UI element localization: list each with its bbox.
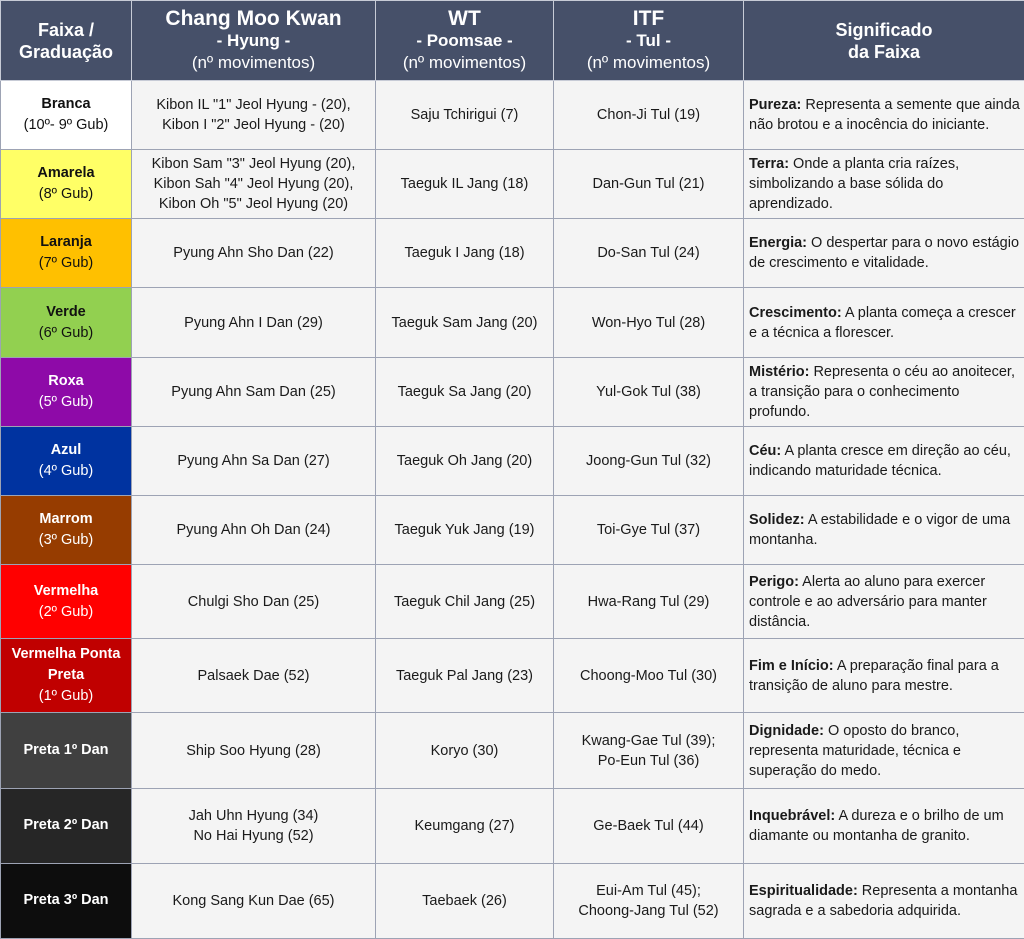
- header-wt-count: (nº movimentos): [402, 52, 527, 72]
- table-row: [1, 713, 1024, 788]
- wt-forms-cell: [376, 788, 554, 863]
- wt-forms-cell: [376, 150, 554, 219]
- meaning-text: Alerta ao aluno para exercer controle e ao adversário para manter distância.: [749, 573, 987, 630]
- chang-form-text: Palsaek Dae (52): [197, 667, 310, 684]
- itf-form-text: Po-Eun Tul (36): [597, 752, 700, 769]
- belt-cell: [1, 426, 132, 495]
- belt-cell: [1, 713, 132, 788]
- header-meaning: [744, 1, 1024, 81]
- itf-forms-cell: [554, 639, 744, 713]
- itf-form-text: Joong-Gun Tul (32): [586, 452, 711, 469]
- wt-forms-cell: [376, 81, 554, 150]
- chang-form-text: Kong Sang Kun Dae (65): [172, 892, 335, 909]
- chang-form-text: Chulgi Sho Dan (25): [187, 593, 320, 610]
- chang-form-text: Pyung Ahn Sa Dan (27): [177, 452, 330, 469]
- wt-forms-cell: [376, 639, 554, 713]
- header-belt: [1, 1, 132, 81]
- chang-forms-cell: [132, 863, 376, 938]
- chang-form-text: Jah Uhn Hyung (34): [188, 807, 319, 824]
- wt-forms-cell: [376, 426, 554, 495]
- belt-grade: (2º Gub): [38, 603, 94, 620]
- meaning-term: Fim e Início:: [749, 657, 834, 674]
- belt-name: Marrom: [39, 511, 93, 528]
- itf-form-text: Toi-Gye Tul (37): [596, 522, 701, 539]
- itf-form-text: Ge-Baek Tul (44): [593, 817, 704, 834]
- chang-form-text: Kibon IL "1" Jeol Hyung - (20),: [156, 97, 351, 114]
- belt-name: Verde: [46, 303, 86, 320]
- chang-forms-cell: [132, 788, 376, 863]
- meaning-text: Representa o céu ao anoitecer, a transição para o conhecimento profundo.: [749, 363, 1015, 420]
- itf-forms-cell: [554, 863, 744, 938]
- belt-cell: [1, 81, 132, 150]
- belt-name: Vermelha: [33, 582, 99, 599]
- header-meaning-line-1: Significado: [835, 19, 933, 40]
- itf-form-text: Eui-Am Tul (45);: [596, 882, 701, 899]
- belt-grade: (7º Gub): [38, 255, 94, 272]
- itf-forms-cell: [554, 495, 744, 564]
- meaning-cell: [744, 357, 1024, 426]
- header-wt-sub: - Poomsae -: [416, 30, 513, 50]
- chang-form-text: Pyung Ahn Sho Dan (22): [173, 245, 334, 262]
- header-chang-sub: - Hyung -: [216, 30, 291, 50]
- meaning-text: Representa a montanha sagrada e a sabedoria adquirida.: [749, 882, 1018, 919]
- chang-forms-cell: [132, 639, 376, 713]
- wt-form-text: Taeguk IL Jang (18): [400, 176, 529, 193]
- wt-form-text: Taeguk Sam Jang (20): [391, 314, 538, 331]
- meaning-term: Perigo:: [749, 573, 799, 590]
- meaning-term: Mistério:: [749, 363, 810, 380]
- chang-form-text: Ship Soo Hyung (28): [186, 742, 321, 759]
- table-row: [1, 788, 1024, 863]
- table-row: [1, 288, 1024, 357]
- belt-name: Vermelha Ponta Preta: [11, 646, 121, 684]
- table-header: [1, 1, 1024, 81]
- meaning-cell: [744, 788, 1024, 863]
- belt-grade: (3º Gub): [38, 532, 94, 549]
- itf-form-text: Yul-Gok Tul (38): [596, 383, 701, 400]
- meaning-term: Terra:: [749, 156, 790, 173]
- meaning-cell: [744, 639, 1024, 713]
- itf-form-text: Won-Hyo Tul (28): [591, 314, 706, 331]
- belt-name: Preta 2º Dan: [23, 817, 109, 834]
- belt-name: Roxa: [48, 372, 84, 389]
- meaning-text: Onde a planta cria raízes, simbolizando a base sólida do aprendizado.: [749, 156, 960, 213]
- wt-form-text: Koryo (30): [430, 742, 499, 759]
- chang-forms-cell: [132, 713, 376, 788]
- belt-grade: (8º Gub): [38, 186, 94, 203]
- itf-forms-cell: [554, 357, 744, 426]
- meaning-text: A dureza e o brilho de um diamante ou montanha de granito.: [749, 807, 1004, 844]
- header-chang-moo-kwan: [132, 1, 376, 81]
- chang-forms-cell: [132, 495, 376, 564]
- table-row: [1, 150, 1024, 219]
- wt-form-text: Taeguk Sa Jang (20): [397, 383, 532, 400]
- belt-cell: [1, 495, 132, 564]
- wt-forms-cell: [376, 713, 554, 788]
- header-belt-line-2: Graduação: [18, 41, 114, 62]
- meaning-cell: [744, 219, 1024, 288]
- wt-forms-cell: [376, 357, 554, 426]
- table-row: [1, 219, 1024, 288]
- belt-name: Amarela: [37, 165, 95, 182]
- chang-form-text: No Hai Hyung (52): [193, 827, 314, 844]
- header-wt: [376, 1, 554, 81]
- itf-form-text: Choong-Jang Tul (52): [578, 902, 719, 919]
- belt-cell: [1, 219, 132, 288]
- chang-form-text: Pyung Ahn Oh Dan (24): [176, 522, 331, 539]
- belt-grade: (6º Gub): [38, 324, 94, 341]
- header-chang-count: (nº movimentos): [191, 52, 316, 72]
- chang-forms-cell: [132, 81, 376, 150]
- chang-form-text: Kibon Oh "5" Jeol Hyung (20): [158, 196, 349, 213]
- belt-grade: (10º- 9º Gub): [23, 117, 109, 134]
- wt-form-text: Saju Tchirigui (7): [410, 107, 519, 124]
- meaning-term: Espiritualidade:: [749, 882, 858, 899]
- meaning-cell: [744, 288, 1024, 357]
- chang-forms-cell: [132, 426, 376, 495]
- meaning-term: Energia:: [749, 235, 808, 252]
- wt-form-text: Taeguk I Jang (18): [404, 245, 525, 262]
- header-itf: [554, 1, 744, 81]
- chang-form-text: Kibon Sah "4" Jeol Hyung (20),: [153, 176, 354, 193]
- wt-form-text: Taeguk Chil Jang (25): [393, 593, 536, 610]
- header-itf-sub: - Tul -: [626, 30, 671, 50]
- table-row: [1, 357, 1024, 426]
- chang-forms-cell: [132, 357, 376, 426]
- belt-cell: [1, 288, 132, 357]
- header-wt-title: WT: [448, 6, 481, 30]
- wt-forms-cell: [376, 219, 554, 288]
- wt-form-text: Keumgang (27): [414, 817, 515, 834]
- chang-form-text: Kibon Sam "3" Jeol Hyung (20),: [151, 156, 356, 173]
- meaning-cell: [744, 863, 1024, 938]
- chang-forms-cell: [132, 150, 376, 219]
- itf-forms-cell: [554, 426, 744, 495]
- meaning-text: Representa a semente que ainda não brotou e a inocência do iniciante.: [749, 97, 1020, 134]
- wt-forms-cell: [376, 565, 554, 639]
- table-row: [1, 495, 1024, 564]
- meaning-term: Dignidade:: [749, 722, 824, 739]
- header-itf-count: (nº movimentos): [586, 52, 711, 72]
- wt-forms-cell: [376, 863, 554, 938]
- header-itf-title: ITF: [632, 6, 665, 30]
- meaning-text: A planta cresce em direção ao céu, indicando maturidade técnica.: [749, 442, 1011, 479]
- wt-form-text: Taeguk Oh Jang (20): [396, 452, 533, 469]
- belt-name: Preta 3º Dan: [23, 892, 109, 909]
- meaning-text: O despertar para o novo estágio de crescimento e vitalidade.: [749, 235, 1020, 272]
- itf-form-text: Hwa-Rang Tul (29): [587, 593, 710, 610]
- table-row: [1, 426, 1024, 495]
- meaning-text: A estabilidade e o vigor de uma montanha.: [749, 512, 1011, 549]
- belt-grade: (4º Gub): [38, 462, 94, 479]
- belt-name: Laranja: [40, 234, 92, 251]
- itf-forms-cell: [554, 288, 744, 357]
- wt-forms-cell: [376, 495, 554, 564]
- belt-grade: (5º Gub): [38, 393, 94, 410]
- chang-forms-cell: [132, 288, 376, 357]
- itf-forms-cell: [554, 219, 744, 288]
- itf-forms-cell: [554, 81, 744, 150]
- header-chang-title: Chang Moo Kwan: [165, 6, 342, 30]
- belt-name: Branca: [41, 96, 91, 113]
- header-meaning-line-2: da Faixa: [847, 41, 921, 62]
- meaning-cell: [744, 81, 1024, 150]
- table-row: [1, 863, 1024, 938]
- chang-form-text: Pyung Ahn I Dan (29): [184, 314, 323, 331]
- meaning-term: Crescimento:: [749, 304, 842, 321]
- wt-form-text: Taeguk Pal Jang (23): [395, 667, 534, 684]
- itf-forms-cell: [554, 565, 744, 639]
- table-body: [1, 81, 1024, 939]
- chang-forms-cell: [132, 219, 376, 288]
- itf-forms-cell: [554, 788, 744, 863]
- itf-form-text: Kwang-Gae Tul (39);: [581, 732, 716, 749]
- itf-forms-cell: [554, 713, 744, 788]
- meaning-term: Céu:: [749, 442, 782, 459]
- meaning-cell: [744, 565, 1024, 639]
- meaning-term: Inquebrável:: [749, 807, 836, 824]
- table-row: [1, 565, 1024, 639]
- meaning-term: Solidez:: [749, 512, 805, 529]
- belt-cell: [1, 150, 132, 219]
- itf-form-text: Choong-Moo Tul (30): [579, 667, 717, 684]
- table-row: [1, 639, 1024, 713]
- itf-form-text: Do-San Tul (24): [597, 245, 700, 262]
- itf-forms-cell: [554, 150, 744, 219]
- itf-form-text: Chon-Ji Tul (19): [596, 107, 701, 124]
- table-row: [1, 81, 1024, 150]
- belt-grade: (1º Gub): [38, 688, 94, 705]
- chang-form-text: Pyung Ahn Sam Dan (25): [171, 383, 336, 400]
- meaning-cell: [744, 426, 1024, 495]
- meaning-text: A preparação final para a transição de aluno para mestre.: [749, 657, 999, 694]
- wt-form-text: Taeguk Yuk Jang (19): [394, 522, 535, 539]
- meaning-cell: [744, 150, 1024, 219]
- meaning-term: Pureza:: [749, 97, 802, 114]
- belt-cell: [1, 863, 132, 938]
- belt-name: Preta 1º Dan: [23, 742, 109, 759]
- belt-name: Azul: [50, 441, 82, 458]
- itf-form-text: Dan-Gun Tul (21): [592, 176, 705, 193]
- wt-forms-cell: [376, 288, 554, 357]
- chang-form-text: Kibon I "2" Jeol Hyung - (20): [162, 117, 345, 134]
- header-belt-line-1: Faixa /: [37, 19, 95, 40]
- belt-cell: [1, 639, 132, 713]
- meaning-cell: [744, 495, 1024, 564]
- belt-cell: [1, 565, 132, 639]
- meaning-text: A planta começa a crescer e a técnica a florescer.: [749, 304, 1016, 341]
- belt-cell: [1, 788, 132, 863]
- belt-cell: [1, 357, 132, 426]
- chang-forms-cell: [132, 565, 376, 639]
- meaning-cell: [744, 713, 1024, 788]
- wt-form-text: Taebaek (26): [422, 892, 507, 909]
- meaning-text: O oposto do branco, representa maturidade, técnica e superação do medo.: [749, 722, 961, 779]
